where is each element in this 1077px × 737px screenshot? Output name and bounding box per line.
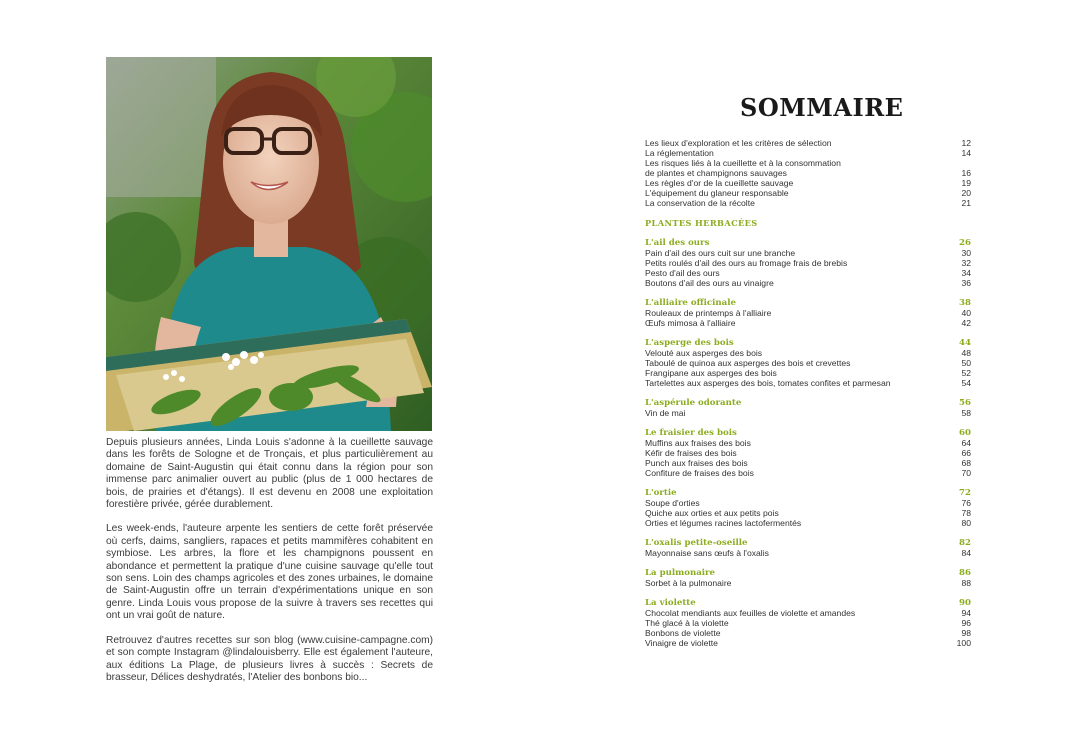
toc-category-label: L'ortie (645, 488, 677, 498)
toc-recipe-item-label: Taboulé de quinoa aux asperges des bois et crevettes (645, 358, 851, 368)
toc-intro-item-page-number: 21 (961, 198, 971, 208)
toc-recipe-item-label: Boutons d'ail des ours au vinaigre (645, 278, 774, 288)
toc-category-page-number: 82 (959, 538, 971, 548)
table-of-contents (645, 138, 971, 648)
toc-recipe-item-page-number: 88 (961, 578, 971, 588)
toc-recipe-item-page-number: 36 (961, 278, 971, 288)
toc-intro-item (645, 158, 971, 168)
toc-category (645, 428, 971, 438)
toc-recipe-item-label: Chocolat mendiants aux feuilles de violette et amandes (645, 608, 856, 618)
toc-recipe-item (645, 258, 971, 268)
toc-recipe-item-page-number: 96 (961, 618, 971, 628)
toc-category (645, 598, 971, 608)
toc-recipe-item-page-number: 94 (961, 608, 971, 618)
toc-category-label: L'asperge des bois (645, 338, 734, 348)
toc-recipe-item-page-number: 66 (961, 448, 971, 458)
toc-category-label: L'ail des ours (645, 238, 710, 248)
toc-recipe-item-label: Muffins aux fraises des bois (645, 438, 751, 448)
bio-paragraph: Les week-ends, l'auteure arpente les sentiers de cette forêt préservée où cerfs, daims, sangliers, rapaces et petits mammifères cohabitent en symbiose. Les arbres, la flore et les champignons poussent en abondance et permettent la pratique d'une cuisine sauvage qu'elle tout son sens. Loin des champs agricoles et des zones urbaines, le domaine de Saint-Augustin offre un terrain d'expérimentations unique en son genre. Linda Louis vous propose de la suivre à travers ses recettes qui ont un vrai goût de nature. (106, 523, 433, 622)
toc-intro-item-page-number: 20 (961, 188, 971, 198)
toc-recipe-item (645, 248, 971, 258)
toc-intro-item-label: de plantes et champignons sauvages (645, 168, 787, 178)
toc-category (645, 298, 971, 308)
author-bio (106, 437, 433, 696)
toc-recipe-item-label: Tartelettes aux asperges des bois, tomates confites et parmesan (645, 378, 891, 388)
toc-recipe-item-page-number: 100 (956, 638, 971, 648)
toc-category-page-number: 38 (959, 298, 971, 308)
toc-category-page-number: 60 (959, 428, 971, 438)
toc-category-label: La violette (645, 598, 696, 608)
toc-recipe-item-page-number: 64 (961, 438, 971, 448)
toc-recipe-item-page-number: 76 (961, 498, 971, 508)
toc-recipe-item (645, 618, 971, 628)
toc-recipe-item (645, 468, 971, 478)
toc-recipe-item-label: Bonbons de violette (645, 628, 721, 638)
toc-recipe-item (645, 508, 971, 518)
toc-recipe-item-page-number: 30 (961, 248, 971, 258)
toc-intro-item-page-number: 19 (961, 178, 971, 188)
toc-intro-item (645, 188, 971, 198)
toc-recipe-item-label: Pain d'ail des ours cuit sur une branche (645, 248, 796, 258)
bio-paragraph: Retrouvez d'autres recettes sur son blog (www.cuisine-campagne.com) et son compte Instagram @lindalouisberry. Elle est également l'auteure, aux éditions La Plage, de plusieurs livres à succès : Secrets de brasseur, Délices deshydratés, l'Atelier des bonbons bio... (106, 634, 433, 683)
toc-recipe-item (645, 308, 971, 318)
toc-recipe-item (645, 278, 971, 288)
toc-category-page-number: 56 (959, 398, 971, 408)
toc-section-heading: PLANTES HERBACÉES (645, 218, 758, 228)
toc-recipe-item (645, 378, 971, 388)
toc-recipe-item-label: Punch aux fraises des bois (645, 458, 748, 468)
toc-intro-item (645, 198, 971, 208)
toc-recipe-item-page-number: 40 (961, 308, 971, 318)
toc-category-label: La pulmonaire (645, 568, 716, 578)
toc-category-label: Le fraisier des bois (645, 428, 737, 438)
toc-recipe-item (645, 498, 971, 508)
toc-recipe-item (645, 628, 971, 638)
toc-category-page-number: 90 (959, 598, 971, 608)
toc-recipe-item-page-number: 84 (961, 548, 971, 558)
toc-recipe-item (645, 638, 971, 648)
toc-intro-item-page-number: 14 (961, 148, 971, 158)
toc-recipe-item (645, 548, 971, 558)
toc-recipe-item-label: Soupe d'orties (645, 498, 700, 508)
toc-recipe-item-label: Petits roulés d'ail des ours au fromage frais de brebis (645, 258, 848, 268)
toc-recipe-item-label: Mayonnaise sans œufs à l'oxalis (645, 548, 769, 558)
toc-category-label: L'oxalis petite-oseille (645, 538, 748, 548)
toc-recipe-item-label: Velouté aux asperges des bois (645, 348, 763, 358)
toc-category (645, 488, 971, 498)
toc-recipe-item (645, 438, 971, 448)
toc-category (645, 568, 971, 578)
toc-intro-item-label: La conservation de la récolte (645, 198, 755, 208)
toc-recipe-item-page-number: 50 (961, 358, 971, 368)
toc-recipe-item-page-number: 68 (961, 458, 971, 468)
author-photo (106, 57, 432, 431)
toc-recipe-item (645, 518, 971, 528)
toc-recipe-item-page-number: 80 (961, 518, 971, 528)
toc-recipe-item-page-number: 48 (961, 348, 971, 358)
toc-recipe-item-page-number: 52 (961, 368, 971, 378)
toc-recipe-item-page-number: 34 (961, 268, 971, 278)
toc-recipe-item-page-number: 98 (961, 628, 971, 638)
toc-recipe-item-page-number: 78 (961, 508, 971, 518)
toc-recipe-item-label: Thé glacé à la violette (645, 618, 729, 628)
toc-intro-item (645, 178, 971, 188)
toc-recipe-item-page-number: 42 (961, 318, 971, 328)
toc-category-label: L'aspérule odorante (645, 398, 742, 408)
page-title: SOMMAIRE (740, 93, 904, 122)
toc-category (645, 538, 971, 548)
toc-intro-item-page-number: 12 (961, 138, 971, 148)
toc-recipe-item-label: Confiture de fraises des bois (645, 468, 754, 478)
toc-intro-item-page-number (951, 158, 971, 168)
toc-recipe-item-label: Œufs mimosa à l'alliaire (645, 318, 736, 328)
toc-intro-item-label: Les risques liés à la cueillette et à la consommation (645, 158, 841, 168)
toc-recipe-item-label: Sorbet à la pulmonaire (645, 578, 732, 588)
toc-intro-item (645, 138, 971, 148)
toc-intro-item-label: La réglementation (645, 148, 714, 158)
toc-recipe-item (645, 608, 971, 618)
toc-recipe-item (645, 348, 971, 358)
toc-recipe-item (645, 318, 971, 328)
toc-recipe-item (645, 268, 971, 278)
toc-recipe-item-label: Quiche aux orties et aux petits pois (645, 508, 779, 518)
toc-recipe-item (645, 448, 971, 458)
toc-category (645, 238, 971, 248)
toc-intro-item-label: Les lieux d'exploration et les critères de sélection (645, 138, 832, 148)
toc-recipe-item-label: Frangipane aux asperges des bois (645, 368, 777, 378)
toc-recipe-item-label: Pesto d'ail des ours (645, 268, 720, 278)
toc-recipe-item (645, 358, 971, 368)
toc-intro-item (645, 168, 971, 178)
toc-recipe-item (645, 458, 971, 468)
toc-recipe-item (645, 408, 971, 418)
toc-category (645, 398, 971, 408)
toc-category-page-number: 26 (959, 238, 971, 248)
toc-category (645, 338, 971, 348)
toc-recipe-item-label: Rouleaux de printemps à l'alliaire (645, 308, 772, 318)
toc-category-page-number: 86 (959, 568, 971, 578)
toc-intro-item (645, 148, 971, 158)
toc-recipe-item-label: Kéfir de fraises des bois (645, 448, 737, 458)
toc-recipe-item-label: Vinaigre de violette (645, 638, 718, 648)
toc-recipe-item-page-number: 54 (961, 378, 971, 388)
toc-recipe-item (645, 368, 971, 378)
toc-intro-item-page-number: 16 (961, 168, 971, 178)
toc-recipe-item-label: Orties et légumes racines lactofermentés (645, 518, 802, 528)
toc-recipe-item-page-number: 32 (961, 258, 971, 268)
toc-category-page-number: 72 (959, 488, 971, 498)
toc-recipe-item-label: Vin de mai (645, 408, 686, 418)
toc-category-label: L'alliaire officinale (645, 298, 736, 308)
toc-category-page-number: 44 (959, 338, 971, 348)
toc-intro-item-label: L'équipement du glaneur responsable (645, 188, 789, 198)
toc-recipe-item-page-number: 70 (961, 468, 971, 478)
toc-intro-item-label: Les règles d'or de la cueillette sauvage (645, 178, 794, 188)
toc-recipe-item-page-number: 58 (961, 408, 971, 418)
bio-paragraph: Depuis plusieurs années, Linda Louis s'adonne à la cueillette sauvage dans les forêts de Sologne et de Tronçais, et plus particulièrement au domaine de Saint-Augustin qui était connu dans la région pour son immense parc animalier ouvert au public (plus de 1 000 hectares de bois, de prairies et d'étangs). Il est devenu en 2008 une exploitation forestière privée, gérée durablement. (106, 437, 433, 511)
toc-recipe-item (645, 578, 971, 588)
